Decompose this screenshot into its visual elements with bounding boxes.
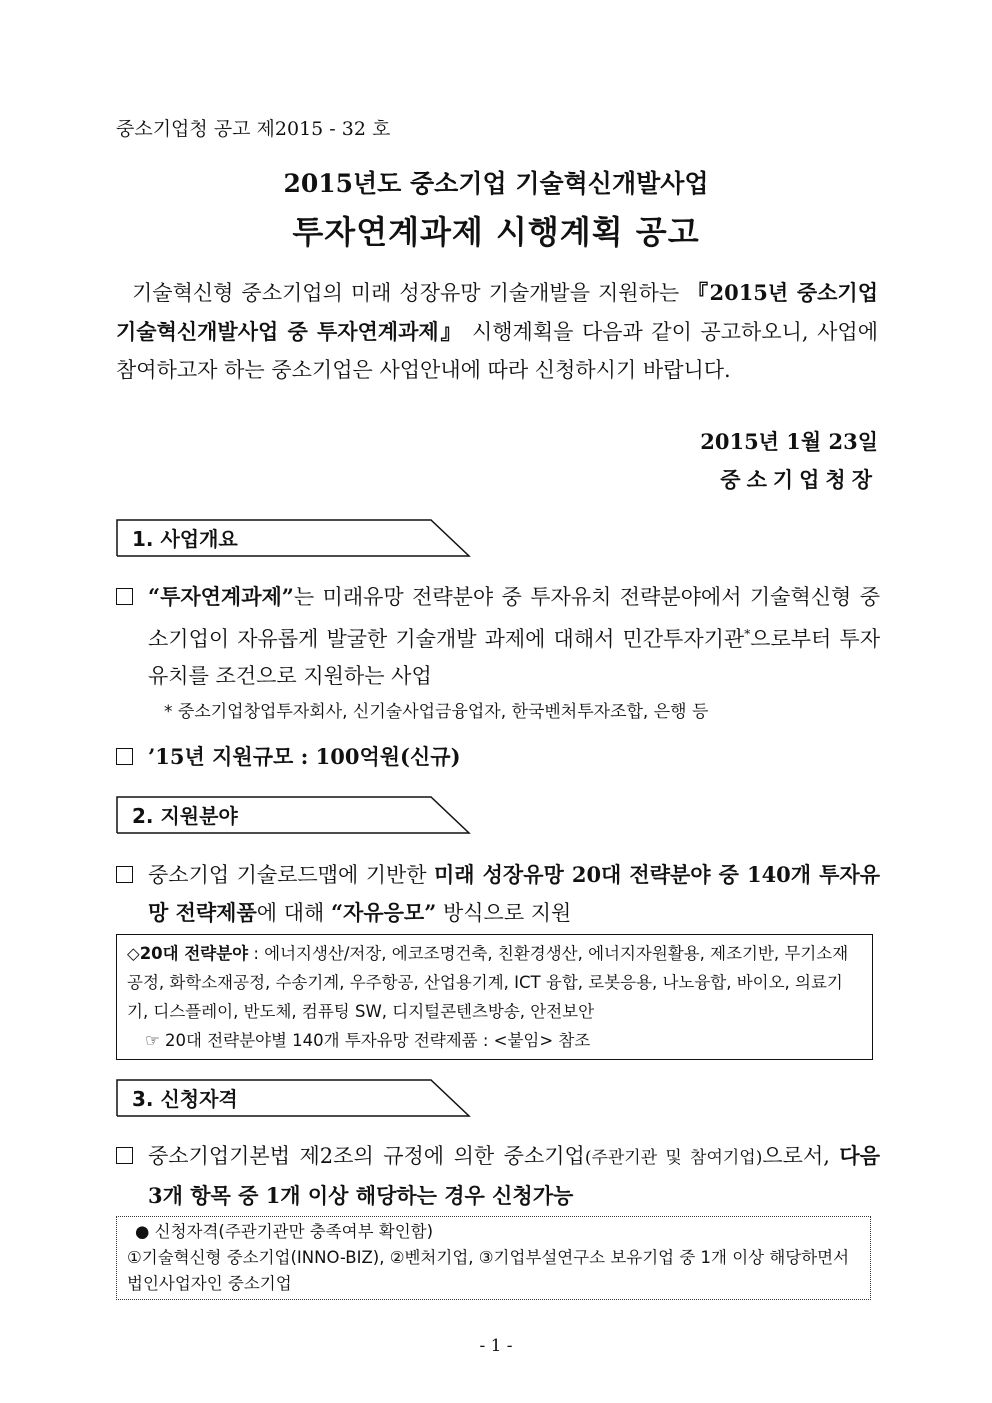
item-bold: “자유응모” [330,900,437,925]
item-note: (주관기관 및 참여기업) [584,1148,763,1168]
section-header-2 [116,796,471,834]
support-scale: ’15년 지원규모 : 100억원(신규) [148,744,461,769]
list-item [116,1137,880,1215]
section-title-2: 2. 지원분야 [132,804,238,828]
item-bold: “투자연계과제” [148,584,294,609]
item-text: 으로서, [762,1144,840,1168]
intro-program-name: 『2015년 중소기업 기술혁신개발사업 중 투자연계과제』 [116,280,878,344]
list-item [116,578,880,695]
checkbox-bullet-icon [116,866,133,883]
title-line-1: 2015년도 중소기업 기술혁신개발사업 [283,169,709,198]
section-title-1: 1. 사업개요 [132,527,238,551]
item-bold: 미래 성장유망 20대 전략분야 중 140개 투자유망 전략제품 [148,862,880,925]
footnote: * 중소기업창업투자회사, 신기술사업금융업자, 한국벤처투자조합, 은행 등 [164,702,709,722]
page-number: - 1 - [479,1336,513,1356]
checkbox-bullet-icon [116,588,133,605]
item-text: 에 대해 [256,901,331,925]
item-text: 으로부터 투자유치를 조건으로 지원하는 사업 [148,627,880,688]
strategy-fields-box [116,934,873,1060]
section-title-3: 3. 신청자격 [132,1087,238,1111]
notice-number: 중소기업청 공고 제2015 - 32 호 [116,118,391,140]
section-header-3 [116,1079,471,1117]
item-text: 는 미래유망 전략분야 중 투자유치 전략분야에서 기술혁신형 중소기업이 자유롭게 발굴한 기술개발 과제에 대해서 민간투자기관 [148,585,880,651]
page-title: 투자연계과제 시행계획 공고 [292,213,700,251]
checkbox-bullet-icon [116,748,133,765]
list-item [116,856,880,932]
issuer: 중소기업청장 [720,467,878,492]
footnote-mark: * [744,627,751,641]
box-label: ◇20대 전략분야 [127,944,249,963]
item-text: 중소기업 기술로드맵에 기반한 [148,863,434,887]
intro-text-a: 기술혁신형 중소기업의 미래 성장유망 기술개발을 지원하는 [132,281,688,305]
box-text: : 에너지생산/저장, 에코조명건축, 친환경생산, 에너지자원활용, 제조기반, 무기소재공정, 화학소재공정, 수송기계, 우주항공, 산업용기계, ICT 융합, 로봇응용, 나노융합, 바이오, 의료기기, 디스플레이, 반도체, 컴퓨팅 SW, 디지털콘텐츠방송, 안전보안 [127,944,849,1021]
announcement-date: 2015년 1월 23일 [700,429,878,454]
item-bold: 다음 3개 항목 중 1개 이상 해당하는 경우 신청가능 [148,1143,880,1208]
eligibility-box [116,1216,871,1300]
checkbox-bullet-icon [116,1147,133,1164]
item-text: 중소기업기본법 제2조의 규정에 의한 중소기업 [148,1144,585,1168]
box-line: ①기술혁신형 중소기업(INNO-BIZ), ②벤처기업, ③기업부설연구소 보유기업 중 1개 이상 해당하면서 법인사업자인 중소기업 [127,1248,850,1293]
intro-text-c: 시행계획을 다음과 같이 공고하오니, 사업에 참여하고자 하는 중소기업은 사업안내에 따라 신청하시기 바랍니다. [116,319,878,382]
intro-paragraph [116,274,878,390]
section-header-1 [116,519,471,557]
box-reference: ☞ 20대 전략분야별 140개 투자유망 전략제품 : <붙임> 참조 [145,1031,591,1050]
item-text: 방식으로 지원 [436,901,572,925]
list-item [116,738,880,776]
box-line: ● 신청자격(주관기관만 충족여부 확인함) [135,1222,434,1241]
